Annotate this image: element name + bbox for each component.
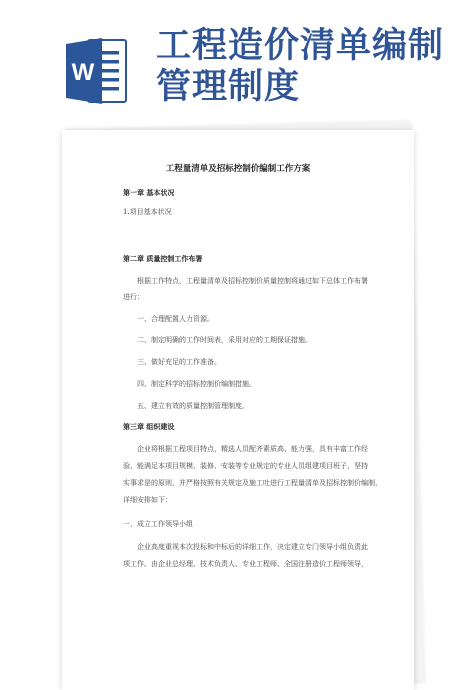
chapter-3-paragraph-line: 企业高度重视本次投标和中标后的详细工作，决定建立专门领导小组负责此	[137, 543, 368, 551]
banner	[0, 0, 474, 130]
chapter-3-paragraph-line: 项工作。由企业总经理、技术负责人、专业工程师、全国注册造价工程师领导，	[123, 560, 368, 568]
document-page	[62, 130, 414, 690]
chapter-2-item: 二、制定明确的工作时间表，采用对应的工期保证措施。	[137, 336, 312, 344]
chapter-3-paragraph-line: 验、能满足本项目规模、装修、安装等专业规定的专业人员组建项目班子，坚持	[123, 462, 368, 470]
chapter-3-paragraph-line: 企业将根据工程项目特点，精选人员配齐素质高、能力强，具有丰富工作经	[137, 445, 368, 453]
chapter-2-item: 四、制定科学的招标控制价编制措施。	[137, 380, 256, 388]
banner-title-line1: 工程造价清单编制	[156, 26, 445, 66]
chapter-1-heading: 第一章 基本状况	[123, 188, 175, 197]
chapter-3-paragraph-line: 详细安排如下：	[123, 496, 172, 504]
chapter-3-section-heading: 一、成立工作领导小组	[123, 520, 193, 528]
chapter-2-intro-line1: 根据工作特点，工程量清单及招标控制价质量控制将通过如下总体工作布署	[137, 277, 368, 285]
document-title: 工程量清单及招标控制价编制工作方案	[165, 164, 311, 174]
chapter-2-intro-line2: 进行：	[123, 293, 144, 301]
word-document-icon	[66, 34, 128, 108]
chapter-2-item: 五、建立有效的质量控制管理制度。	[137, 402, 249, 410]
banner-title	[156, 26, 466, 108]
banner-title-line2: 管理制度	[156, 67, 301, 107]
chapter-2-heading: 第二章 质量控制工作布署	[123, 254, 203, 263]
chapter-2-item: 三、做好充足的工作准备。	[137, 358, 221, 366]
chapter-2-item: 一、合理配置人力资源。	[137, 315, 214, 323]
svg-text:W: W	[71, 59, 95, 86]
chapter-3-paragraph-line: 实事求是的原则，并严格按照有关规定及施工吐进行工程量清单及招标控制价编制，	[123, 479, 382, 487]
chapter-3-heading: 第三章 组织建设	[123, 422, 175, 431]
chapter-1-item: 1.项目基本状况	[123, 208, 172, 216]
